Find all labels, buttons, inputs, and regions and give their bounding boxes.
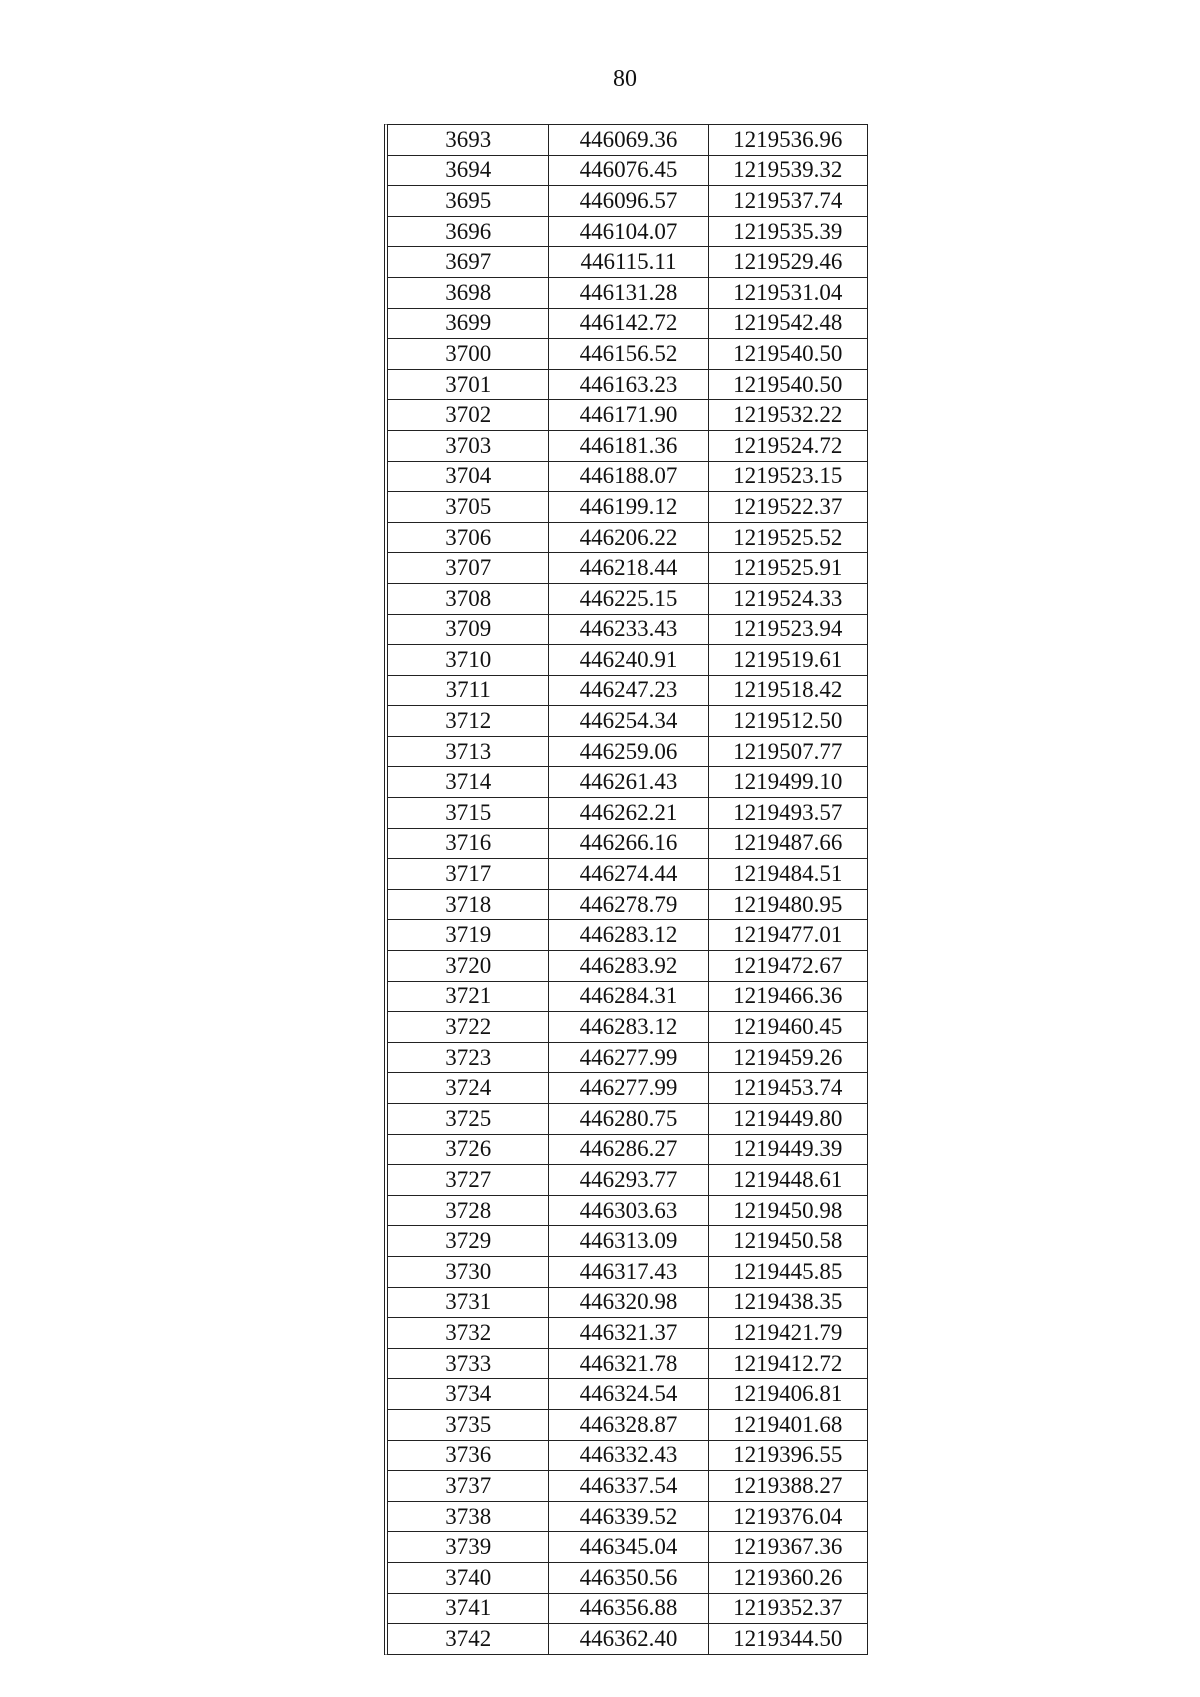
table-row	[388, 1318, 867, 1349]
point-number-cell: 3719	[388, 920, 549, 951]
y-coordinate-cell: 1219484.51	[708, 859, 867, 890]
point-number-cell: 3740	[388, 1562, 549, 1593]
table-row	[388, 1409, 867, 1440]
point-number-cell: 3731	[388, 1287, 549, 1318]
y-coordinate-cell: 1219529.46	[708, 247, 867, 278]
x-coordinate-cell: 446069.36	[549, 125, 708, 155]
table-row	[388, 553, 867, 584]
y-coordinate-cell: 1219477.01	[708, 920, 867, 951]
y-coordinate-cell: 1219344.50	[708, 1624, 867, 1654]
table-row	[388, 1226, 867, 1257]
table-row	[388, 1624, 867, 1654]
x-coordinate-cell: 446284.31	[549, 981, 708, 1012]
table-row	[388, 828, 867, 859]
table-row	[388, 798, 867, 829]
point-number-cell: 3728	[388, 1195, 549, 1226]
x-coordinate-cell: 446337.54	[549, 1471, 708, 1502]
y-coordinate-cell: 1219406.81	[708, 1379, 867, 1410]
point-number-cell: 3742	[388, 1624, 549, 1654]
table-row	[388, 736, 867, 767]
x-coordinate-cell: 446332.43	[549, 1440, 708, 1471]
table-body	[388, 125, 867, 1654]
table-row	[388, 277, 867, 308]
point-number-cell: 3700	[388, 339, 549, 370]
point-number-cell: 3741	[388, 1593, 549, 1624]
point-number-cell: 3696	[388, 216, 549, 247]
x-coordinate-cell: 446240.91	[549, 645, 708, 676]
point-number-cell: 3709	[388, 614, 549, 645]
y-coordinate-cell: 1219522.37	[708, 492, 867, 523]
y-coordinate-cell: 1219450.98	[708, 1195, 867, 1226]
x-coordinate-cell: 446259.06	[549, 736, 708, 767]
point-number-cell: 3724	[388, 1073, 549, 1104]
table-row	[388, 1471, 867, 1502]
point-number-cell: 3716	[388, 828, 549, 859]
table-row	[388, 1134, 867, 1165]
table-row	[388, 767, 867, 798]
point-number-cell: 3698	[388, 277, 549, 308]
x-coordinate-cell: 446225.15	[549, 583, 708, 614]
x-coordinate-cell: 446350.56	[549, 1562, 708, 1593]
x-coordinate-cell: 446356.88	[549, 1593, 708, 1624]
point-number-cell: 3714	[388, 767, 549, 798]
x-coordinate-cell: 446277.99	[549, 1042, 708, 1073]
x-coordinate-cell: 446247.23	[549, 675, 708, 706]
table-row	[388, 706, 867, 737]
y-coordinate-cell: 1219518.42	[708, 675, 867, 706]
point-number-cell: 3734	[388, 1379, 549, 1410]
point-number-cell: 3730	[388, 1256, 549, 1287]
point-number-cell: 3694	[388, 155, 549, 186]
point-number-cell: 3718	[388, 889, 549, 920]
table-row	[388, 1195, 867, 1226]
x-coordinate-cell: 446104.07	[549, 216, 708, 247]
y-coordinate-cell: 1219535.39	[708, 216, 867, 247]
point-number-cell: 3710	[388, 645, 549, 676]
x-coordinate-cell: 446362.40	[549, 1624, 708, 1654]
coordinates-table-frame	[384, 124, 868, 1655]
table-row	[388, 1532, 867, 1563]
x-coordinate-cell: 446283.12	[549, 920, 708, 951]
x-coordinate-cell: 446277.99	[549, 1073, 708, 1104]
y-coordinate-cell: 1219472.67	[708, 951, 867, 982]
x-coordinate-cell: 446313.09	[549, 1226, 708, 1257]
y-coordinate-cell: 1219531.04	[708, 277, 867, 308]
table-row	[388, 614, 867, 645]
y-coordinate-cell: 1219480.95	[708, 889, 867, 920]
x-coordinate-cell: 446274.44	[549, 859, 708, 890]
table-row	[388, 308, 867, 339]
x-coordinate-cell: 446345.04	[549, 1532, 708, 1563]
x-coordinate-cell: 446321.37	[549, 1318, 708, 1349]
point-number-cell: 3738	[388, 1501, 549, 1532]
x-coordinate-cell: 446115.11	[549, 247, 708, 278]
table-row	[388, 920, 867, 951]
table-row	[388, 889, 867, 920]
x-coordinate-cell: 446328.87	[549, 1409, 708, 1440]
point-number-cell: 3713	[388, 736, 549, 767]
point-number-cell: 3722	[388, 1012, 549, 1043]
x-coordinate-cell: 446261.43	[549, 767, 708, 798]
table-row	[388, 522, 867, 553]
y-coordinate-cell: 1219396.55	[708, 1440, 867, 1471]
point-number-cell: 3704	[388, 461, 549, 492]
y-coordinate-cell: 1219450.58	[708, 1226, 867, 1257]
table-row	[388, 247, 867, 278]
y-coordinate-cell: 1219376.04	[708, 1501, 867, 1532]
x-coordinate-cell: 446266.16	[549, 828, 708, 859]
table-row	[388, 125, 867, 155]
point-number-cell: 3726	[388, 1134, 549, 1165]
y-coordinate-cell: 1219524.72	[708, 430, 867, 461]
y-coordinate-cell: 1219524.33	[708, 583, 867, 614]
point-number-cell: 3699	[388, 308, 549, 339]
point-number-cell: 3701	[388, 369, 549, 400]
table-row	[388, 675, 867, 706]
point-number-cell: 3733	[388, 1348, 549, 1379]
y-coordinate-cell: 1219448.61	[708, 1165, 867, 1196]
point-number-cell: 3706	[388, 522, 549, 553]
y-coordinate-cell: 1219523.15	[708, 461, 867, 492]
point-number-cell: 3707	[388, 553, 549, 584]
y-coordinate-cell: 1219453.74	[708, 1073, 867, 1104]
x-coordinate-cell: 446156.52	[549, 339, 708, 370]
x-coordinate-cell: 446293.77	[549, 1165, 708, 1196]
point-number-cell: 3723	[388, 1042, 549, 1073]
table-row	[388, 155, 867, 186]
y-coordinate-cell: 1219459.26	[708, 1042, 867, 1073]
x-coordinate-cell: 446317.43	[549, 1256, 708, 1287]
y-coordinate-cell: 1219466.36	[708, 981, 867, 1012]
point-number-cell: 3693	[388, 125, 549, 155]
x-coordinate-cell: 446278.79	[549, 889, 708, 920]
table-row	[388, 430, 867, 461]
x-coordinate-cell: 446171.90	[549, 400, 708, 431]
x-coordinate-cell: 446280.75	[549, 1104, 708, 1135]
table-row	[388, 1042, 867, 1073]
y-coordinate-cell: 1219438.35	[708, 1287, 867, 1318]
y-coordinate-cell: 1219537.74	[708, 186, 867, 217]
table-row	[388, 1165, 867, 1196]
coordinates-table	[388, 125, 867, 1654]
point-number-cell: 3736	[388, 1440, 549, 1471]
x-coordinate-cell: 446339.52	[549, 1501, 708, 1532]
y-coordinate-cell: 1219499.10	[708, 767, 867, 798]
y-coordinate-cell: 1219519.61	[708, 645, 867, 676]
y-coordinate-cell: 1219412.72	[708, 1348, 867, 1379]
x-coordinate-cell: 446321.78	[549, 1348, 708, 1379]
x-coordinate-cell: 446262.21	[549, 798, 708, 829]
y-coordinate-cell: 1219367.36	[708, 1532, 867, 1563]
x-coordinate-cell: 446076.45	[549, 155, 708, 186]
table-row	[388, 216, 867, 247]
y-coordinate-cell: 1219360.26	[708, 1562, 867, 1593]
x-coordinate-cell: 446283.92	[549, 951, 708, 982]
point-number-cell: 3721	[388, 981, 549, 1012]
y-coordinate-cell: 1219532.22	[708, 400, 867, 431]
y-coordinate-cell: 1219445.85	[708, 1256, 867, 1287]
y-coordinate-cell: 1219540.50	[708, 369, 867, 400]
y-coordinate-cell: 1219487.66	[708, 828, 867, 859]
table-row	[388, 1012, 867, 1043]
y-coordinate-cell: 1219525.91	[708, 553, 867, 584]
point-number-cell: 3711	[388, 675, 549, 706]
point-number-cell: 3735	[388, 1409, 549, 1440]
table-row	[388, 1501, 867, 1532]
x-coordinate-cell: 446283.12	[549, 1012, 708, 1043]
x-coordinate-cell: 446206.22	[549, 522, 708, 553]
point-number-cell: 3695	[388, 186, 549, 217]
table-row	[388, 369, 867, 400]
x-coordinate-cell: 446181.36	[549, 430, 708, 461]
y-coordinate-cell: 1219525.52	[708, 522, 867, 553]
table-row	[388, 1593, 867, 1624]
table-row	[388, 583, 867, 614]
table-row	[388, 339, 867, 370]
point-number-cell: 3708	[388, 583, 549, 614]
table-row	[388, 645, 867, 676]
x-coordinate-cell: 446324.54	[549, 1379, 708, 1410]
y-coordinate-cell: 1219536.96	[708, 125, 867, 155]
point-number-cell: 3712	[388, 706, 549, 737]
x-coordinate-cell: 446218.44	[549, 553, 708, 584]
point-number-cell: 3717	[388, 859, 549, 890]
table-row	[388, 186, 867, 217]
y-coordinate-cell: 1219352.37	[708, 1593, 867, 1624]
page-number: 80	[613, 66, 637, 92]
y-coordinate-cell: 1219388.27	[708, 1471, 867, 1502]
point-number-cell: 3739	[388, 1532, 549, 1563]
point-number-cell: 3727	[388, 1165, 549, 1196]
table-row	[388, 981, 867, 1012]
x-coordinate-cell: 446233.43	[549, 614, 708, 645]
x-coordinate-cell: 446320.98	[549, 1287, 708, 1318]
point-number-cell: 3697	[388, 247, 549, 278]
point-number-cell: 3703	[388, 430, 549, 461]
table-row	[388, 1287, 867, 1318]
y-coordinate-cell: 1219421.79	[708, 1318, 867, 1349]
table-row	[388, 1073, 867, 1104]
table-row	[388, 461, 867, 492]
y-coordinate-cell: 1219512.50	[708, 706, 867, 737]
table-row	[388, 1440, 867, 1471]
x-coordinate-cell: 446286.27	[549, 1134, 708, 1165]
y-coordinate-cell: 1219401.68	[708, 1409, 867, 1440]
point-number-cell: 3732	[388, 1318, 549, 1349]
y-coordinate-cell: 1219523.94	[708, 614, 867, 645]
y-coordinate-cell: 1219540.50	[708, 339, 867, 370]
y-coordinate-cell: 1219507.77	[708, 736, 867, 767]
point-number-cell: 3715	[388, 798, 549, 829]
point-number-cell: 3729	[388, 1226, 549, 1257]
y-coordinate-cell: 1219449.80	[708, 1104, 867, 1135]
table-row	[388, 400, 867, 431]
x-coordinate-cell: 446303.63	[549, 1195, 708, 1226]
table-row	[388, 1104, 867, 1135]
table-row	[388, 1379, 867, 1410]
point-number-cell: 3725	[388, 1104, 549, 1135]
y-coordinate-cell: 1219460.45	[708, 1012, 867, 1043]
x-coordinate-cell: 446096.57	[549, 186, 708, 217]
point-number-cell: 3702	[388, 400, 549, 431]
table-row	[388, 492, 867, 523]
table-row	[388, 1348, 867, 1379]
x-coordinate-cell: 446199.12	[549, 492, 708, 523]
x-coordinate-cell: 446163.23	[549, 369, 708, 400]
y-coordinate-cell: 1219542.48	[708, 308, 867, 339]
y-coordinate-cell: 1219493.57	[708, 798, 867, 829]
point-number-cell: 3737	[388, 1471, 549, 1502]
x-coordinate-cell: 446131.28	[549, 277, 708, 308]
y-coordinate-cell: 1219539.32	[708, 155, 867, 186]
point-number-cell: 3705	[388, 492, 549, 523]
point-number-cell: 3720	[388, 951, 549, 982]
table-row	[388, 951, 867, 982]
x-coordinate-cell: 446142.72	[549, 308, 708, 339]
x-coordinate-cell: 446254.34	[549, 706, 708, 737]
table-row	[388, 859, 867, 890]
x-coordinate-cell: 446188.07	[549, 461, 708, 492]
table-row	[388, 1256, 867, 1287]
y-coordinate-cell: 1219449.39	[708, 1134, 867, 1165]
table-row	[388, 1562, 867, 1593]
